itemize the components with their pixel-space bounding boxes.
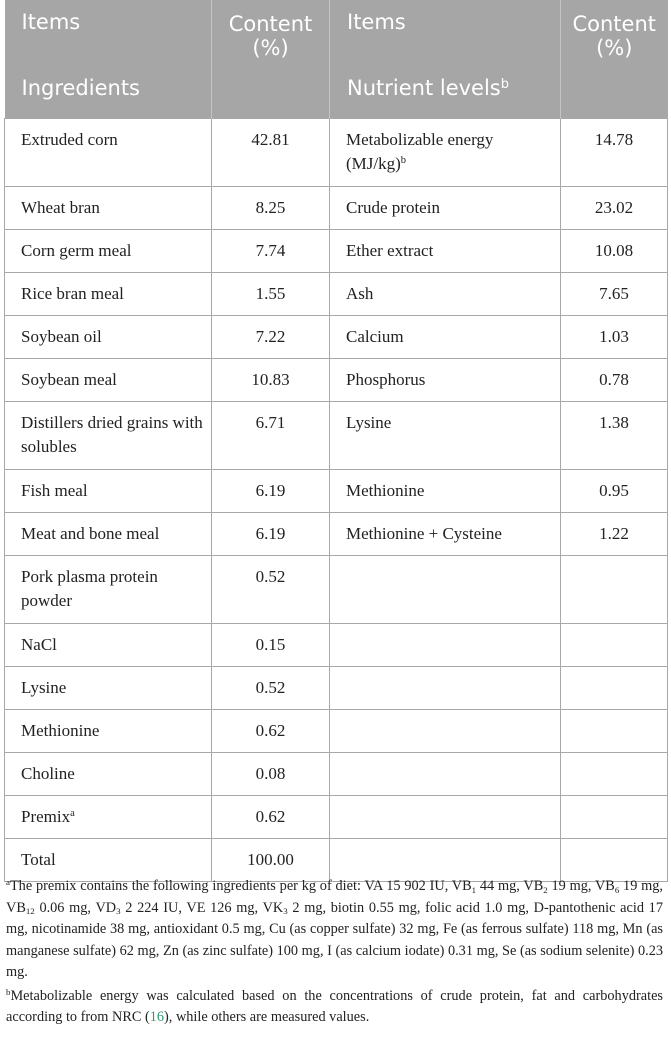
header-ingredients-label: Ingredients — [21, 76, 140, 100]
ingredient-name: Methionine — [21, 721, 100, 740]
footnote-b: $^b$Metabolizable energy was calculated based on the concentrations of crude protein, fat and carbohydrates according to from NRC (16), while others are measured values. — [6, 986, 663, 1025]
ingredient-cell — [5, 556, 212, 624]
ingredient-content-cell: 0.62 — [212, 796, 330, 839]
header-content-unit: (%) — [596, 36, 633, 60]
ingredient-cell — [5, 119, 212, 187]
ingredient-cell — [5, 316, 212, 359]
nutrient-level-cell — [561, 624, 668, 667]
ingredient-content-cell: 0.08 — [212, 753, 330, 796]
nutrient-cell — [330, 796, 561, 839]
table-row — [5, 470, 668, 513]
nutrient-cell — [330, 667, 561, 710]
nutrient-cell — [330, 556, 561, 624]
table-row — [5, 359, 668, 402]
table-row — [5, 316, 668, 359]
nutrient-cell — [330, 710, 561, 753]
ingredient-name: Soybean oil — [21, 327, 102, 346]
nutrient-level-cell — [561, 667, 668, 710]
nutrient-cell — [330, 230, 561, 273]
nutrient-name: Methionine — [346, 481, 425, 500]
table-row — [5, 556, 668, 624]
nutrient-level-cell — [561, 753, 668, 796]
footnote-marker: b — [6, 986, 11, 997]
header-content-label: Content — [228, 12, 313, 36]
nutrient-name: Methionine + Cysteine — [346, 524, 502, 543]
ingredient-name: Total — [21, 850, 56, 869]
nutrient-level-cell — [561, 710, 668, 753]
nutrient-cell — [330, 753, 561, 796]
nutrient-level-cell: 23.02 — [561, 187, 668, 230]
ingredient-cell — [5, 624, 212, 667]
ingredient-cell — [5, 402, 212, 470]
table-footnotes — [4, 876, 663, 1029]
ingredient-content-cell: 0.62 — [212, 710, 330, 753]
ingredient-content-cell: 42.81 — [212, 119, 330, 187]
ingredient-cell — [5, 359, 212, 402]
ingredient-content-cell: 0.15 — [212, 624, 330, 667]
nutrient-name: Phosphorus — [346, 370, 426, 389]
nutrient-name: Ash — [346, 284, 374, 303]
nutrient-level-cell: 1.22 — [561, 513, 668, 556]
table-row — [5, 624, 668, 667]
ingredient-name: Meat and bone meal — [21, 524, 160, 543]
ingredient-name: Distillers dried grains with solubles — [21, 413, 203, 456]
table-row — [5, 402, 668, 470]
ingredient-content-cell: 0.52 — [212, 556, 330, 624]
header-items-nutrients — [330, 0, 561, 119]
table-row — [5, 796, 668, 839]
nutrient-level-cell — [561, 796, 668, 839]
ingredient-cell — [5, 753, 212, 796]
table-row — [5, 710, 668, 753]
nutrient-name: Lysine — [346, 413, 392, 432]
ingredient-name: Extruded corn — [21, 130, 118, 149]
ingredient-content-cell: 6.71 — [212, 402, 330, 470]
nutrient-cell — [330, 402, 561, 470]
ingredient-cell — [5, 513, 212, 556]
ingredient-content-cell: 10.83 — [212, 359, 330, 402]
ingredient-cell — [5, 667, 212, 710]
ingredient-name: Corn germ meal — [21, 241, 132, 260]
ingredient-content-cell: 8.25 — [212, 187, 330, 230]
ingredient-name: Pork plasma protein powder — [21, 567, 158, 610]
footnote-marker: b — [500, 76, 510, 92]
nutrient-name: Crude protein — [346, 198, 440, 217]
nutrient-name: Calcium — [346, 327, 404, 346]
nutrient-name: Metabolizable energy (MJ/kg) — [346, 130, 494, 173]
nutrient-cell — [330, 470, 561, 513]
ingredient-name: Lysine — [21, 678, 67, 697]
ingredient-cell — [5, 273, 212, 316]
ingredient-name: Premix — [21, 807, 71, 826]
nutrient-level-cell: 14.78 — [561, 119, 668, 187]
table-body — [5, 119, 668, 882]
table-row — [5, 273, 668, 316]
nutrient-level-cell: 0.78 — [561, 359, 668, 402]
ingredient-cell — [5, 710, 212, 753]
nutrient-level-cell — [561, 556, 668, 624]
ingredient-content-cell: 100.00 — [212, 839, 330, 882]
diet-composition-table — [4, 0, 668, 882]
table-row — [5, 187, 668, 230]
table-row — [5, 753, 668, 796]
ingredient-name: Fish meal — [21, 481, 88, 500]
footnote-marker: b — [400, 155, 407, 167]
nutrient-cell — [330, 513, 561, 556]
header-content-nutrients — [561, 0, 668, 119]
nutrient-level-cell: 7.65 — [561, 273, 668, 316]
ingredient-name: NaCl — [21, 635, 57, 654]
table-row — [5, 513, 668, 556]
ingredient-name: Rice bran meal — [21, 284, 124, 303]
ingredient-content-cell: 1.55 — [212, 273, 330, 316]
nutrient-cell — [330, 187, 561, 230]
ingredient-name: Wheat bran — [21, 198, 100, 217]
ingredient-content-cell: 7.74 — [212, 230, 330, 273]
nutrient-cell — [330, 119, 561, 187]
header-items-ingredients — [5, 0, 212, 119]
nutrient-level-cell: 10.08 — [561, 230, 668, 273]
header-items-label: Items — [347, 10, 406, 34]
nutrient-name: Ether extract — [346, 241, 434, 260]
ingredient-content-cell: 0.52 — [212, 667, 330, 710]
nutrient-cell — [330, 316, 561, 359]
ingredient-content-cell: 6.19 — [212, 470, 330, 513]
footnote-a: $^a$The premix contains the following ingredients per kg of diet: VA 15 902 IU, $VB_1$ 44 mg, $VB_2$ 19 mg, $VB_6$ 19 mg, $VB_{12}$ 0.06 mg, $VD_3$ 2 224 IU, VE 126 mg, $VK_3$ 2 mg, biotin 0.55 mg, folic acid 1.0 mg, D-pantothenic acid 17 mg, nicotinamide 38 mg, antioxidant 0.5 mg, Cu (as copper sulfate) 32 mg, Fe (as ferrous sulfate) 118 mg, Mn (as manganese sulfate) 62 mg, Zn (as zinc sulfate) 100 mg, I (as calcium iodate) 0.31 mg, Se (as sodium selenite) 0.23 mg. — [6, 877, 663, 980]
table-row — [5, 667, 668, 710]
table-row — [5, 119, 668, 187]
nutrient-level-cell: 1.38 — [561, 402, 668, 470]
ingredient-content-cell: 6.19 — [212, 513, 330, 556]
ingredient-content-cell: 7.22 — [212, 316, 330, 359]
nutrient-level-cell: 1.03 — [561, 316, 668, 359]
nutrient-cell — [330, 359, 561, 402]
ingredient-name: Choline — [21, 764, 75, 783]
footnote-marker: a — [6, 877, 10, 888]
ingredient-cell — [5, 796, 212, 839]
header-nutrient-levels-label: Nutrient levels — [347, 76, 501, 100]
reference-link[interactable]: 16 — [149, 1009, 165, 1025]
header-content-unit: (%) — [252, 36, 289, 60]
nutrient-cell — [330, 273, 561, 316]
table-row — [5, 230, 668, 273]
nutrient-level-cell: 0.95 — [561, 470, 668, 513]
header-content-ingredients — [212, 0, 330, 119]
ingredient-name: Soybean meal — [21, 370, 117, 389]
ingredient-cell — [5, 230, 212, 273]
nutrient-cell — [330, 624, 561, 667]
ingredient-cell — [5, 187, 212, 230]
footnote-marker: a — [70, 808, 75, 820]
header-items-label: Items — [21, 10, 81, 34]
header-content-label: Content — [572, 12, 657, 36]
table-header — [5, 0, 668, 119]
ingredient-cell — [5, 470, 212, 513]
